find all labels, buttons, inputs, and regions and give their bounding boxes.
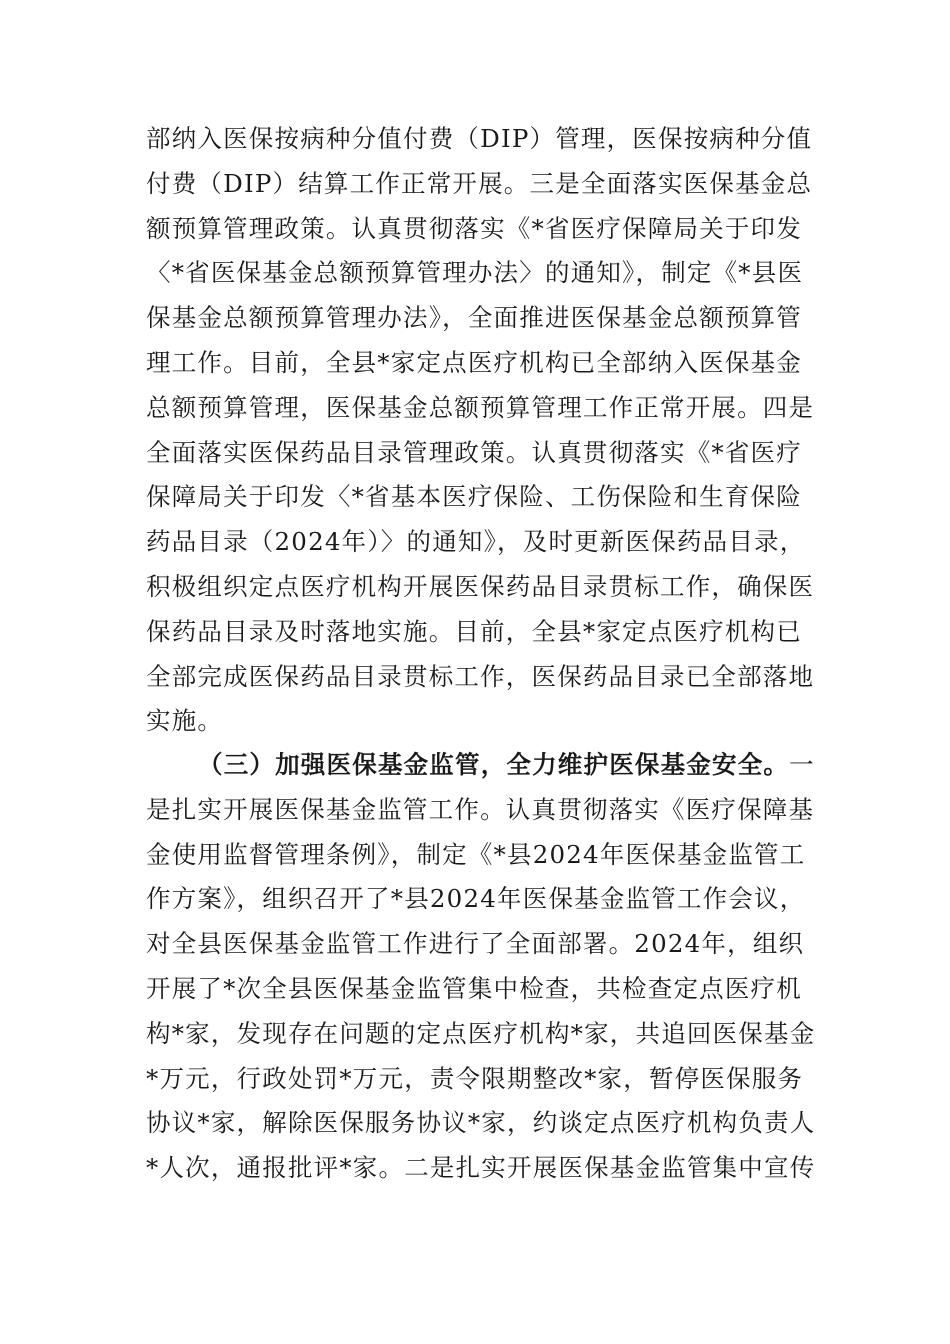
text-line: 实施。	[146, 706, 224, 736]
text-line: 开展了*次全县医保基金监管集中检查，共检查定点医疗机	[146, 973, 802, 1003]
text-line: 全部完成医保药品目录贯标工作，医保药品目录已全部落地	[146, 661, 815, 691]
text-line: 积极组织定点医疗机构开展医保药品目录贯标工作，确保医	[146, 571, 815, 601]
text-line: 药品目录（2024年）〉的通知》，及时更新医保药品目录，	[146, 527, 806, 557]
text-line: 保障局关于印发〈*省基本医疗保险、工伤保险和生育保险	[146, 482, 802, 512]
text-line: 作方案》，组织召开了*县2024年医保基金监管工作会议，	[146, 884, 806, 914]
text-line: *人次，通报批评*家。二是扎实开展医保基金监管集中宣传	[146, 1153, 816, 1183]
text-line: 全面落实医保药品目录管理政策。认真贯彻落实《*省医疗	[146, 437, 802, 467]
text-line: *万元，行政处罚*万元，责令限期整改*家，暂停医保服务	[146, 1063, 804, 1093]
text-line: 构*家，发现存在问题的定点医疗机构*家，共追回医保基金	[146, 1018, 816, 1048]
paragraph-dip-budget-drug-catalog	[146, 117, 815, 744]
text-line: 部纳入医保按病种分值付费（DIP）管理，医保按病种分值	[146, 124, 813, 153]
text-line: 〈*省医保基金总额预算管理办法〉的通知》，制定《*县医	[146, 258, 804, 288]
text-line: 金使用监督管理条例》，制定《*县2024年医保基金监管工	[146, 839, 806, 869]
text-line: 总额预算管理，医保基金总额预算管理工作正常开展。四是	[146, 392, 815, 422]
paragraph-fund-supervision	[146, 743, 816, 1191]
section-heading-line	[146, 743, 815, 788]
section-heading: （三）加强医保基金监管，全力维护医保基金安全。	[198, 750, 790, 779]
text-line: 额预算管理政策。认真贯彻落实《*省医疗保障局关于印发	[146, 213, 802, 243]
text-line: 协议*家，解除医保服务协议*家，约谈定点医疗机构负责人	[146, 1108, 816, 1138]
text-fragment: 一	[789, 750, 815, 779]
text-line: 付费（DIP）结算工作正常开展。三是全面落实医保基金总	[146, 168, 813, 198]
text-line: 理工作。目前，全县*家定点医疗机构已全部纳入医保基金	[146, 347, 802, 377]
text-line: 对全县医保基金监管工作进行了全面部署。2024年，组织	[146, 929, 805, 959]
text-line: 是扎实开展医保基金监管工作。认真贯彻落实《医疗保障基	[146, 794, 815, 824]
text-line: 保药品目录及时落地实施。目前，全县*家定点医疗机构已	[146, 616, 802, 646]
text-line: 保基金总额预算管理办法》，全面推进医保基金总额预算管	[146, 303, 802, 333]
